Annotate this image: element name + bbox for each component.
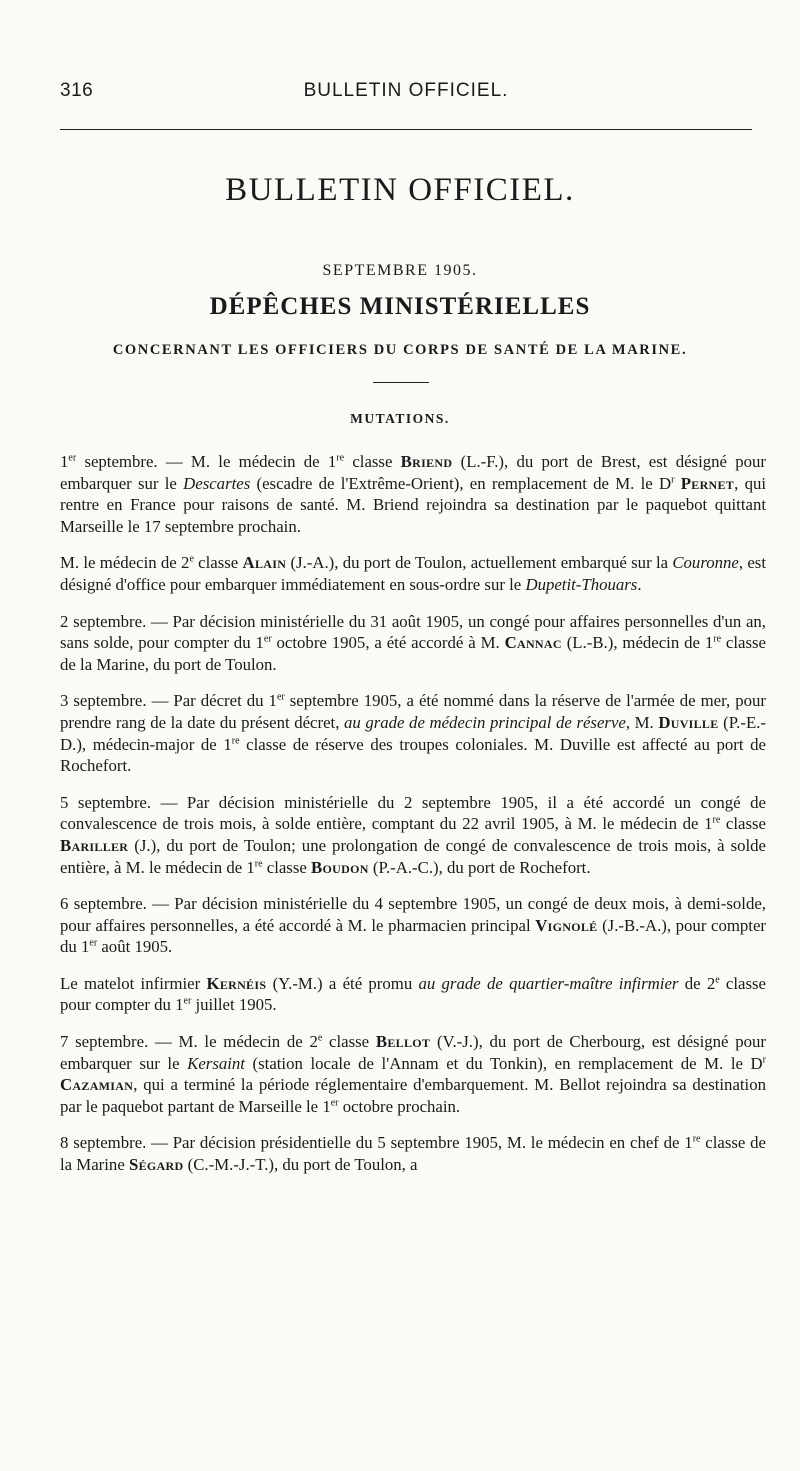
paragraph-6 [60, 893, 766, 958]
superscript: er [263, 633, 272, 645]
paragraph-3 [60, 611, 766, 676]
section-subtitle: CONCERNANT LES OFFICIERS DU CORPS DE SANTÉ DE LA MARINE. [112, 342, 688, 358]
superscript: e [715, 974, 720, 986]
text-run: (V.-J.), du port de Cherbourg, est désigné pour embarquer sur le [60, 1032, 766, 1073]
superscript: er [89, 937, 98, 949]
ship-name: Couronne [672, 553, 739, 573]
superscript: er [330, 1097, 339, 1109]
subsection-heading: MUTATIONS. [350, 411, 450, 426]
text-run: octobre 1905, a été accordé à M. [271, 633, 505, 653]
superscript: re [713, 633, 722, 645]
superscript: re [231, 734, 240, 746]
text-run: (L.-F.), du port de Brest, est désigné pour embarquer sur le [60, 452, 766, 493]
text-run: (J.-A.), du port de Toulon, actuellement embarqué sur la [286, 553, 673, 573]
text-run: classe [720, 814, 767, 834]
text-run: (P.-A.-C.), du port de Rochefort. [368, 857, 591, 877]
text-run: 2 septembre. — Par décision ministérielle du 31 août 1905, un congé pour affaires personnelles d'un an, sans solde, pour compter du 1 [60, 611, 766, 653]
text-run: classe [322, 1032, 376, 1052]
person-name: Cazamian [60, 1075, 134, 1095]
person-name: Alain [242, 553, 287, 573]
text-run: , qui rentre en France pour raisons de santé. M. Briend rejoindra sa destination par le paquebot quittant Marseille le 17 septembre prochain. [60, 473, 767, 536]
running-head [60, 80, 752, 110]
superscript: er [68, 452, 77, 464]
paragraph-8 [60, 1031, 766, 1117]
person-name: Bariller [60, 835, 129, 855]
person-name: Pernet [680, 473, 735, 493]
italic-phrase: au grade de quartier-maître infirmier [418, 973, 679, 993]
header-rule [60, 129, 752, 130]
person-name: Bellot [375, 1032, 431, 1052]
superscript: r [762, 1054, 767, 1066]
text-run: (station locale de l'Annam et du Tonkin), en remplacement de M. le D [244, 1053, 763, 1073]
ship-name: Descartes [183, 473, 251, 493]
section-rule [373, 382, 429, 383]
text-run: de 2 [678, 973, 716, 993]
paragraph-5 [60, 792, 766, 878]
text-run: 5 septembre. — Par décision ministérielle du 2 septembre 1905, il a été accordé un congé de convalescence de trois mois, à solde entière, comptant du 22 avril 1905, à M. le médecin de 1 [60, 792, 766, 834]
text-run: , M. [625, 712, 659, 732]
text-run: M. le médecin de 2 [60, 553, 190, 573]
text-run: 1 [60, 452, 69, 471]
main-title: BULLETIN OFFICIEL. [225, 172, 575, 208]
superscript: e [317, 1032, 323, 1044]
superscript: re [254, 857, 263, 869]
text-run: septembre. — M. le médecin de 1 [76, 452, 337, 471]
text-run: (Y.-M.) a été promu [266, 973, 419, 993]
ship-name: Kersaint [187, 1053, 245, 1073]
superscript: er [276, 691, 285, 703]
text-run: Le matelot infirmier [60, 973, 207, 993]
paragraph-4 [60, 690, 766, 776]
ship-name: Dupetit-Thouars [525, 574, 638, 594]
person-name: Briend [400, 452, 453, 471]
person-name: Ségard [128, 1155, 184, 1175]
text-run: (J.-B.-A.), pour compter du 1 [60, 915, 766, 957]
text-run: classe [344, 452, 401, 471]
text-run: , qui a terminé la période réglementaire d'embarquement. M. Bellot rejoindra sa destination par le paquebot partant de Marseille le 1 [60, 1075, 766, 1116]
text-run: août 1905. [97, 937, 173, 957]
text-run: classe de la Marine [60, 1133, 766, 1175]
person-name: Kernéis [206, 973, 267, 993]
text-run: , est désigné d'office pour embarquer immédiatement en sous-ordre sur le [60, 553, 766, 594]
text-run: classe [193, 553, 243, 573]
superscript: e [189, 553, 194, 565]
text-run: classe de réserve des troupes coloniales. M. Duville est affecté au port de Rochefort. [60, 734, 766, 776]
text-run: 3 septembre. — Par décret du 1 [60, 691, 277, 711]
text-run: juillet 1905. [191, 995, 277, 1015]
text-run: septembre 1905, a été nommé dans la réserve de l'armée de mer, pour prendre rang de la date du présent décret, [60, 691, 766, 732]
person-name: Vignolé [535, 915, 598, 935]
running-title: BULLETIN OFFICIEL. [303, 80, 509, 101]
text-run: 6 septembre. — Par décision ministérielle du 4 septembre 1905, un congé de deux mois, à demi-solde, pour affaires personnelles, a été accordé à M. le pharmacien principal [60, 894, 766, 935]
superscript: re [692, 1133, 701, 1145]
text-run: classe pour compter du 1 [60, 973, 767, 1015]
text-run: (J.), du port de Toulon; une prolongation de congé de convalescence de trois mois, à solde entière, à M. le médecin de 1 [60, 835, 766, 877]
paragraph-7 [60, 973, 766, 1016]
superscript: re [712, 814, 721, 826]
text-run: 8 septembre. — Par décision présidentielle du 5 septembre 1905, M. le médecin en chef de 1 [60, 1133, 693, 1153]
text-run: classe de la Marine, du port de Toulon. [60, 633, 766, 674]
text-run: (L.-B.), médecin de 1 [561, 633, 714, 653]
paragraph-2 [60, 552, 766, 595]
italic-phrase: au grade de médecin principal de réserve [343, 712, 626, 732]
section-title: DÉPÊCHES MINISTÉRIELLES [209, 293, 591, 320]
superscript: r [671, 474, 675, 485]
dateline: SEPTEMBRE 1905. [322, 262, 478, 279]
body-text [60, 451, 766, 1191]
person-name: Boudon [311, 857, 369, 877]
text-run: 7 septembre. — M. le médecin de 2 [60, 1032, 318, 1052]
text-run: (escadre de l'Extrême-Orient), en remplacement de M. le D [250, 473, 672, 493]
person-name: Cannac [504, 633, 562, 653]
text-run: classe [262, 857, 312, 877]
superscript: re [336, 452, 345, 464]
text-run: (P.-E.-D.), médecin-major de 1 [60, 712, 766, 754]
paragraph-1 [60, 451, 766, 537]
text-run: . [637, 574, 642, 594]
person-name: Duville [658, 712, 719, 732]
page-number: 316 [60, 80, 94, 101]
text-run: (C.-M.-J.-T.), du port de Toulon, a [183, 1155, 418, 1175]
text-run: octobre prochain. [338, 1096, 461, 1116]
superscript: er [183, 995, 192, 1007]
paragraph-9 [60, 1132, 766, 1175]
